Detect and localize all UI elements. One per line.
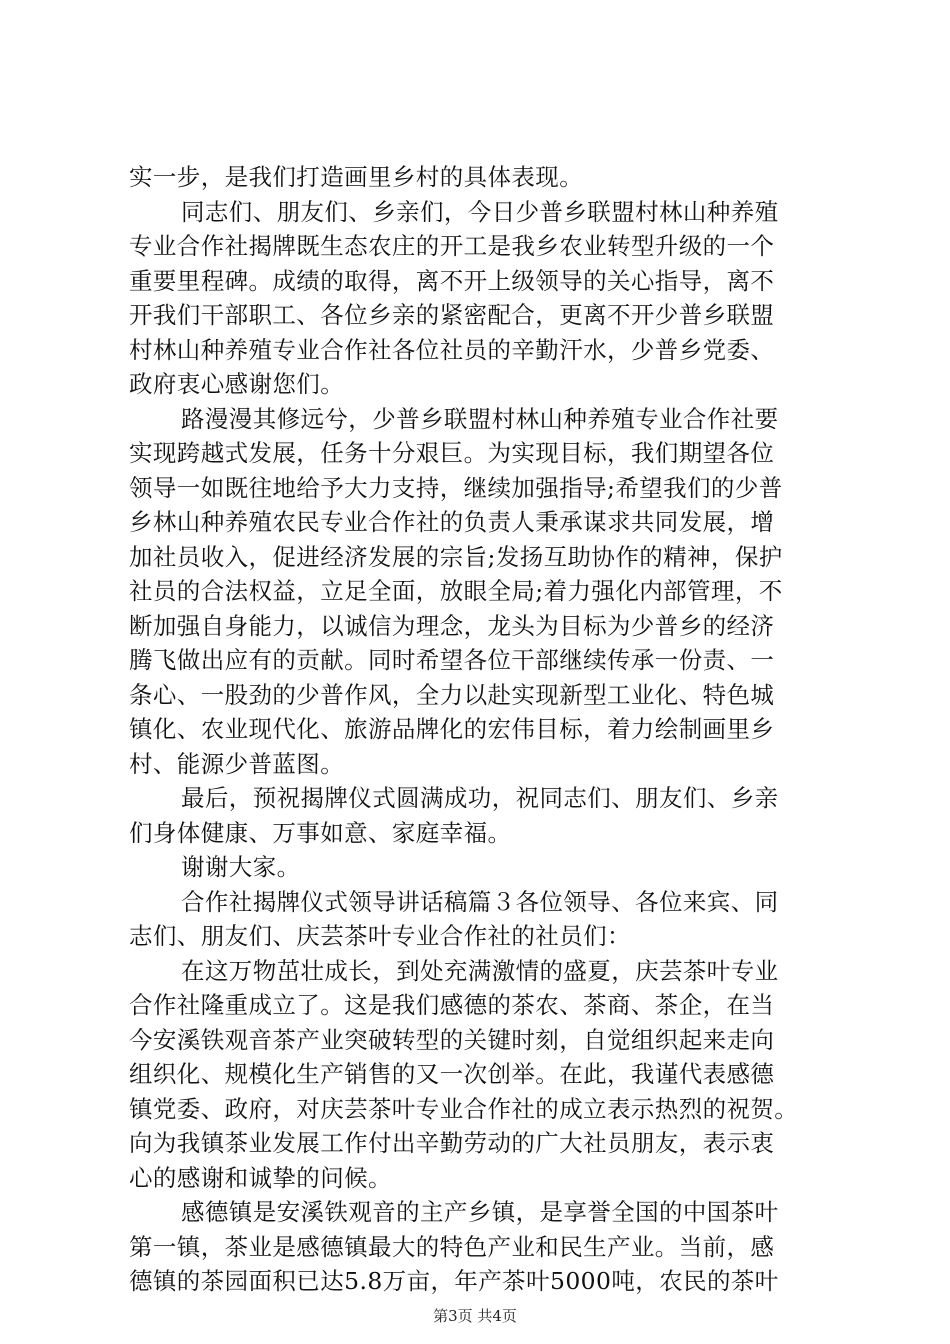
- text-line: 乡林山种养殖农民专业合作社的负责人秉承谋求共同发展，增: [129, 508, 775, 536]
- text-line: 感德镇是安溪铁观音的主产乡镇，是享誉全国的中国茶叶: [181, 1198, 779, 1226]
- text-line: 最后，预祝揭牌仪式圆满成功，祝同志们、朋友们、乡亲: [181, 784, 779, 812]
- text-line: 同志们、朋友们、乡亲们，今日少普乡联盟村林山种养殖: [181, 197, 779, 226]
- text-line: 心的感谢和诚挚的问候。: [129, 1163, 392, 1192]
- text-line: 向为我镇茶业发展工作付出辛勤劳动的广大社员朋友，表示衷: [129, 1129, 775, 1157]
- text-line: 开我们干部职工、各位乡亲的紧密配合，更离不开少普乡联盟: [129, 301, 775, 329]
- text-line: 在这万物茁壮成长，到处充满激情的盛夏，庆芸茶叶专业: [181, 956, 779, 985]
- text-line: 今安溪铁观音茶产业突破转型的关键时刻，自觉组织起来走向: [129, 1025, 775, 1054]
- text-line: 谢谢大家。: [181, 853, 301, 881]
- text-line: 合作社隆重成立了。这是我们感德的茶农、茶商、茶企，在当: [129, 991, 775, 1019]
- text-line: 组织化、规模化生产销售的又一次创举。在此，我谨代表感德: [129, 1060, 775, 1088]
- text-line: 镇化、农业现代化、旅游品牌化的宏伟目标，着力绘制画里乡: [129, 715, 775, 743]
- text-line: 断加强自身能力，以诚信为理念，龙头为目标为少普乡的经济: [129, 611, 775, 640]
- text-line: 领导一如既往地给予大力支持，继续加强指导;希望我们的少普: [129, 473, 783, 502]
- text-line: 腾飞做出应有的贡献。同时希望各位干部继续传承一份责、一: [129, 646, 775, 674]
- text-line: 德镇的茶园面积已达5.8万亩，年产茶叶5000吨，农民的茶叶: [129, 1267, 779, 1295]
- text-line: 社员的合法权益，立足全面，放眼全局;着力强化内部管理，不: [129, 577, 783, 605]
- page-number-footer: 第3页 共4页: [433, 1307, 517, 1325]
- text-line: 条心、一股劲的少普作风，全力以赴实现新型工业化、特色城: [129, 680, 775, 709]
- document-body: [129, 160, 849, 1299]
- text-line: 第一镇，茶业是感德镇最大的特色产业和民生产业。当前，感: [129, 1232, 775, 1261]
- text-line: 镇党委、政府，对庆芸茶叶专业合作社的成立表示热烈的祝贺。: [129, 1094, 799, 1123]
- text-line: 政府衷心感谢您们。: [129, 370, 345, 398]
- text-line: 专业合作社揭牌既生态农庄的开工是我乡农业转型升级的一个: [129, 232, 775, 260]
- text-line: 实一步，是我们打造画里乡村的具体表现。: [129, 163, 584, 191]
- text-line: 路漫漫其修远兮，少普乡联盟村林山种养殖专业合作社要: [181, 404, 779, 433]
- text-line: 重要里程碑。成绩的取得，离不开上级领导的关心指导，离不: [129, 266, 775, 295]
- text-line: 合作社揭牌仪式领导讲话稿篇３各位领导、各位来宾、同: [181, 887, 779, 916]
- text-line: 志们、朋友们、庆芸茶叶专业合作社的社员们：: [129, 922, 631, 950]
- text-line: 们身体健康、万事如意、家庭幸福。: [129, 818, 512, 847]
- text-line: 实现跨越式发展，任务十分艰巨。为实现目标，我们期望各位: [129, 439, 775, 467]
- text-line: 加社员收入，促进经济发展的宗旨;发扬互助协作的精神，保护: [129, 542, 783, 571]
- text-line: 村林山种养殖专业合作社各位社员的辛勤汗水，少普乡党委、: [129, 335, 775, 364]
- text-line: 村、能源少普蓝图。: [129, 749, 345, 778]
